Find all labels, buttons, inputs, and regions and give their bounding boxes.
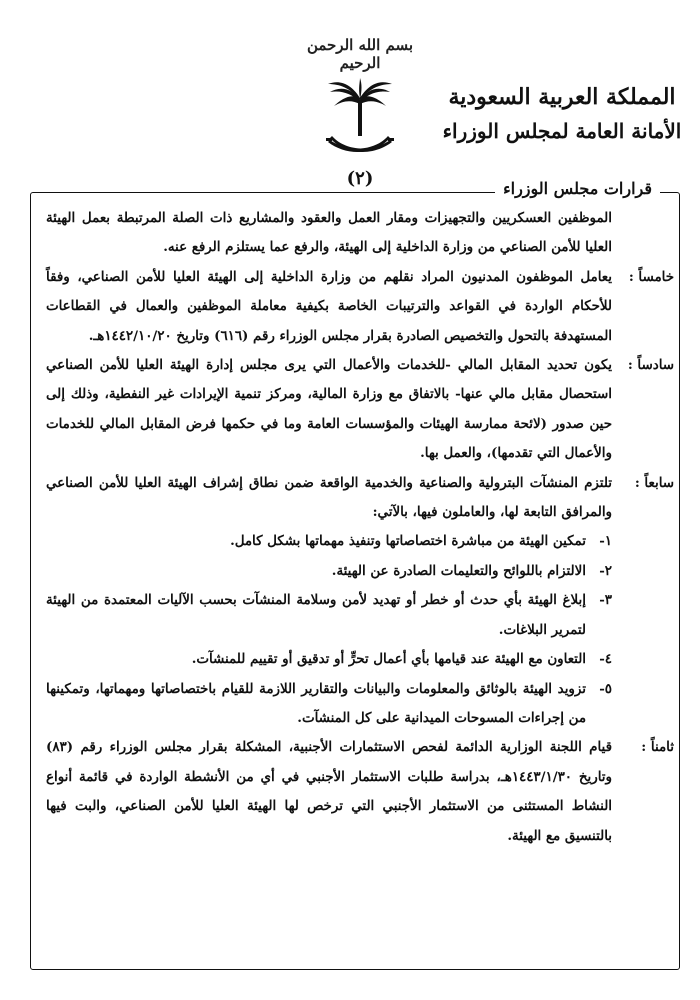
sub-item-number: ٢- bbox=[599, 562, 612, 579]
letterhead bbox=[0, 0, 700, 200]
sub-item-number: ٥- bbox=[599, 680, 612, 697]
section-label: قرارات مجلس الوزراء bbox=[495, 176, 660, 202]
article-label: سابعاً : bbox=[634, 474, 674, 491]
sub-item-text: الالتزام باللوائح والتعليمات الصادرة عن الهيئة. bbox=[331, 562, 586, 579]
sub-item-5 bbox=[46, 675, 674, 734]
decision-body bbox=[46, 204, 674, 851]
article-7 bbox=[46, 469, 674, 528]
sub-item-number: ٣- bbox=[599, 592, 612, 609]
sub-item-text: تمكين الهيئة من مباشرة اختصاصاتها وتنفيذ مهماتها بشكل كامل. bbox=[230, 533, 586, 550]
sub-item-number: ١- bbox=[599, 533, 612, 550]
sub-item-3 bbox=[46, 586, 674, 645]
sub-item-4 bbox=[46, 645, 674, 674]
article-label: ثامناً : bbox=[641, 739, 674, 756]
article-text: تلتزم المنشآت البترولية والصناعية والخدمية الواقعة ضمن نطاق إشراف الهيئة العليا للأمن الصناعي والمرافق التابعة لها، والعاملون فيها، بالآتي: bbox=[46, 474, 612, 521]
page-number: (٢) bbox=[346, 168, 374, 189]
issuer-block bbox=[442, 80, 682, 148]
article-label: سادساً : bbox=[627, 357, 674, 374]
secretariat-name: الأمانة العامة لمجلس الوزراء bbox=[442, 119, 682, 143]
sub-item-text: التعاون مع الهيئة عند قيامها بأي أعمال تحرٍّ أو تدقيق أو تقييم للمنشآت. bbox=[191, 651, 586, 668]
article-6 bbox=[46, 351, 674, 469]
sub-item-text: إبلاغ الهيئة بأي حدث أو خطر أو تهديد لأمن وسلامة المنشآت بحسب الآليات المعتمدة من الهيئة لتمرير البلاغات. bbox=[46, 592, 586, 638]
sub-item-text: تزويد الهيئة بالوثائق والمعلومات والبيانات والتقارير اللازمة للقيام باختصاصاتها ومهماتها، وتمكينها من إجراءات المسوحات الميدانية على كل المنشآت. bbox=[46, 680, 586, 726]
sub-item-1 bbox=[46, 527, 674, 556]
paragraph-text: الموظفين العسكريين والتجهيزات ومقار العمل والعقود والمشاريع ذات الصلة المرتبطة بعمل الهيئة العليا للأمن الصناعي من وزارة الداخلية إلى الهيئة، والرفع عما يستلزم الرفع عنه. bbox=[46, 210, 612, 256]
article-text: قيام اللجنة الوزارية الدائمة لفحص الاستثمارات الأجنبية، المشكلة بقرار مجلس الوزراء رقم (٨٣) وتاريخ ١٤٤٣/١/٣٠هـ، بدراسة طلبات الاستثمار الأجنبي في أي من الأنشطة الواردة في قائمة أنواع النشاط المستثنى من الاستثمار الأجنبي التي ترخص لها الهيئة العليا للأمن الصناعي، والبت فيها بالتنسيق مع الهيئة. bbox=[46, 739, 612, 844]
article-text: يعامل الموظفون المدنيون المراد نقلهم من وزارة الداخلية إلى الهيئة العليا للأمن الصناعي، وفقاً للأحكام الواردة في القواعد والترتيبات الخاصة بكيفية معاملة الموظفين والعمال في القطاعات المستهدفة بالتحول والتخصيص الصادرة بقرار مجلس الوزراء رقم (٦١٦) وتاريخ ١٤٤٢/١٠/٢٠هـ. bbox=[46, 268, 612, 344]
continuation-paragraph bbox=[46, 204, 674, 263]
article-label: خامساً : bbox=[628, 268, 674, 285]
sub-item-number: ٤- bbox=[599, 651, 612, 668]
article-5 bbox=[46, 263, 674, 351]
sub-item-2 bbox=[46, 557, 674, 586]
article-8 bbox=[46, 733, 674, 851]
palm-swords-icon bbox=[322, 78, 398, 158]
article-text: يكون تحديد المقابل المالي -للخدمات والأعمال التي يرى مجلس إدارة الهيئة العليا للأمن الصناعي استحصال مقابل مالي عنها- بالاتفاق مع وزارة المالية، ومركز تنمية الإيرادات غير النفطية، وذلك إلى حين صدور (لائحة ممارسة الهيئات والمؤسسات العامة وما في حكمها فرض المقابل المالي للخدمات والأعمال التي تقدمها)، والعمل بها. bbox=[46, 357, 612, 462]
basmala: بسم الله الرحمن الرحيم bbox=[306, 36, 414, 72]
kingdom-name: المملكة العربية السعودية bbox=[448, 84, 676, 110]
